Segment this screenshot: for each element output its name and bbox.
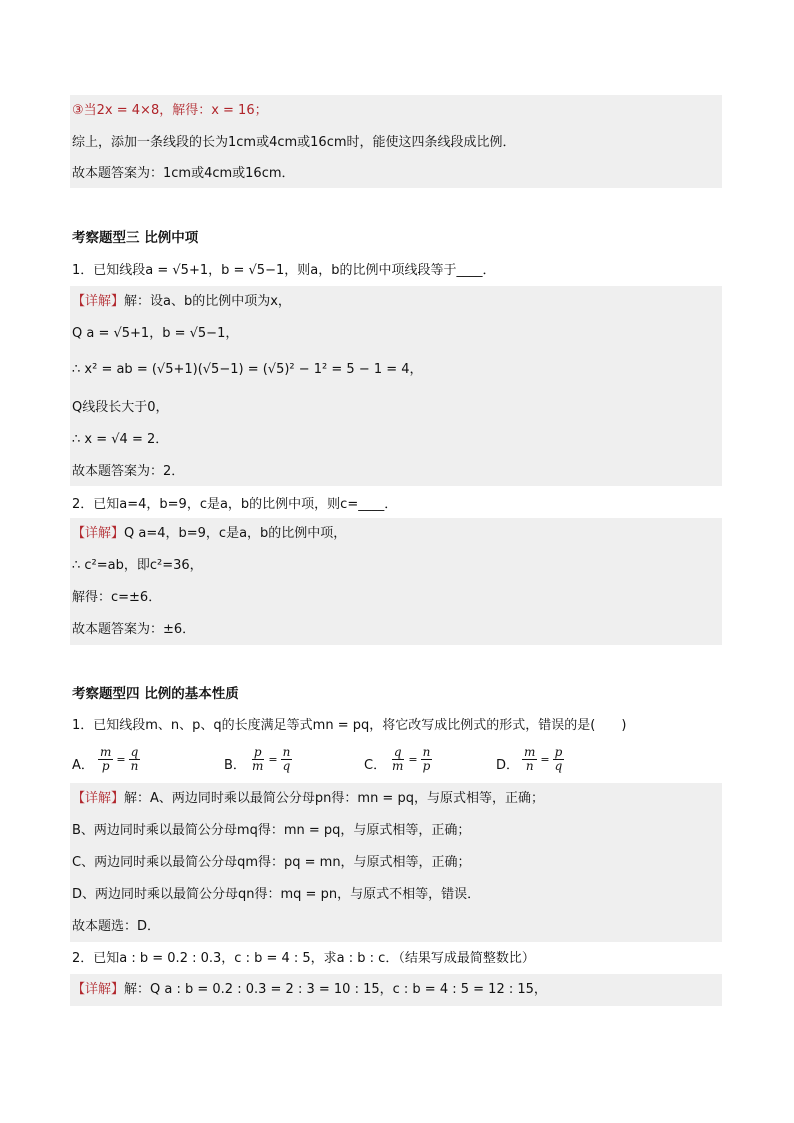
solution-answer: 故本题答案为：±6． — [72, 622, 196, 637]
solution-answer: 故本题答案为：1cm或4cm或16cm． — [72, 166, 295, 181]
choice-equation: $\frac{q}{m}$ = $\frac{n}{p}$ — [392, 745, 431, 773]
section-heading: 考察题型三 比例中项 — [72, 230, 199, 246]
choice-equation: $\frac{m}{n}$ = $\frac{p}{q}$ — [524, 745, 563, 773]
frac-den: q — [282, 759, 291, 773]
frac-den: n — [525, 759, 534, 773]
frac-num: m — [524, 745, 536, 759]
question-text: 1．已知线段a = √5+1，b = √5−1，则a，b的比例中项线段等于____． — [72, 263, 496, 278]
solution-line: ∴ x² = ab = (√5+1)(√5−1) = (√5)² − 1² = 5 − 1 = 4， — [72, 362, 423, 377]
frac-num: m — [100, 745, 112, 759]
solution-text: 解：设a、b的比例中项为x， — [124, 294, 291, 309]
detail-tag: 【详解】 — [72, 982, 125, 997]
frac-num: n — [282, 745, 291, 759]
choice-label: A． — [72, 758, 94, 773]
frac-num: p — [253, 745, 262, 759]
solution-line: 解得：c=±6． — [72, 590, 162, 605]
frac-num: q — [393, 745, 402, 759]
solution-text: 解：A、两边同时乘以最简公分母pn得：mn = pq，与原式相等，正确； — [124, 791, 544, 806]
frac-num: q — [130, 745, 139, 759]
choice-list — [72, 746, 722, 778]
frac-den: q — [554, 759, 563, 773]
choice-label: B． — [224, 758, 246, 773]
solution-line: Q线段长大于0， — [72, 400, 169, 415]
choice-label: D． — [496, 758, 520, 773]
choice-equation: $\frac{p}{m}$ = $\frac{n}{q}$ — [252, 745, 291, 773]
solution-text: Q a=4，b=9，c是a，b的比例中项， — [124, 526, 347, 541]
solution-line: ∴ c²=ab，即c²=36， — [72, 558, 203, 573]
frac-num: n — [422, 745, 431, 759]
solution-line — [72, 982, 547, 998]
question-text: 2．已知a : b = 0.2 : 0.3，c : b = 4 : 5，求a : b : c．（结果写成最简整数比） — [72, 951, 535, 966]
solution-block — [70, 286, 722, 486]
frac-den: p — [422, 759, 431, 773]
solution-line — [72, 526, 346, 542]
solution-line — [72, 294, 291, 310]
frac-den: m — [392, 759, 404, 773]
solution-line: ③当2x = 4×8，解得：x = 16； — [72, 103, 268, 118]
solution-line: C、两边同时乘以最简公分母qm得：pq = mn，与原式相等，正确； — [72, 855, 471, 870]
frac-den: m — [252, 759, 264, 773]
solution-text: 解：Q a : b = 0.2 : 0.3 = 2 : 3 = 10 : 15，c : b = 4 : 5 = 12 : 15， — [124, 982, 547, 997]
frac-den: p — [101, 759, 110, 773]
section-heading: 考察题型四 比例的基本性质 — [72, 686, 239, 702]
solution-line: Q a = √5+1，b = √5−1， — [72, 326, 239, 341]
question-text: 1．已知线段m、n、p、q的长度满足等式mn = pq，将它改写成比例式的形式，错误的是( ) — [72, 718, 627, 733]
choice-equation: $\frac{m}{p}$ = $\frac{q}{n}$ — [100, 745, 139, 773]
detail-tag: 【详解】 — [72, 791, 125, 806]
question-text: 2．已知a=4，b=9，c是a，b的比例中项，则c=____． — [72, 497, 398, 512]
solution-answer: 故本题答案为：2． — [72, 464, 185, 479]
frac-den: n — [130, 759, 139, 773]
detail-tag: 【详解】 — [72, 294, 125, 309]
frac-num: p — [554, 745, 563, 759]
solution-line — [72, 791, 544, 807]
detail-tag: 【详解】 — [72, 526, 125, 541]
choice-label: C． — [364, 758, 387, 773]
solution-line: 综上，添加一条线段的长为1cm或4cm或16cm时，能使这四条线段成比例． — [72, 135, 516, 150]
solution-line: B、两边同时乘以最简公分母mq得：mn = pq，与原式相等，正确； — [72, 823, 471, 838]
solution-answer: 故本题选：D． — [72, 919, 161, 934]
solution-line: D、两边同时乘以最简公分母qn得：mq = pn，与原式不相等，错误． — [72, 887, 481, 902]
solution-line: ∴ x = √4 = 2． — [72, 432, 169, 447]
